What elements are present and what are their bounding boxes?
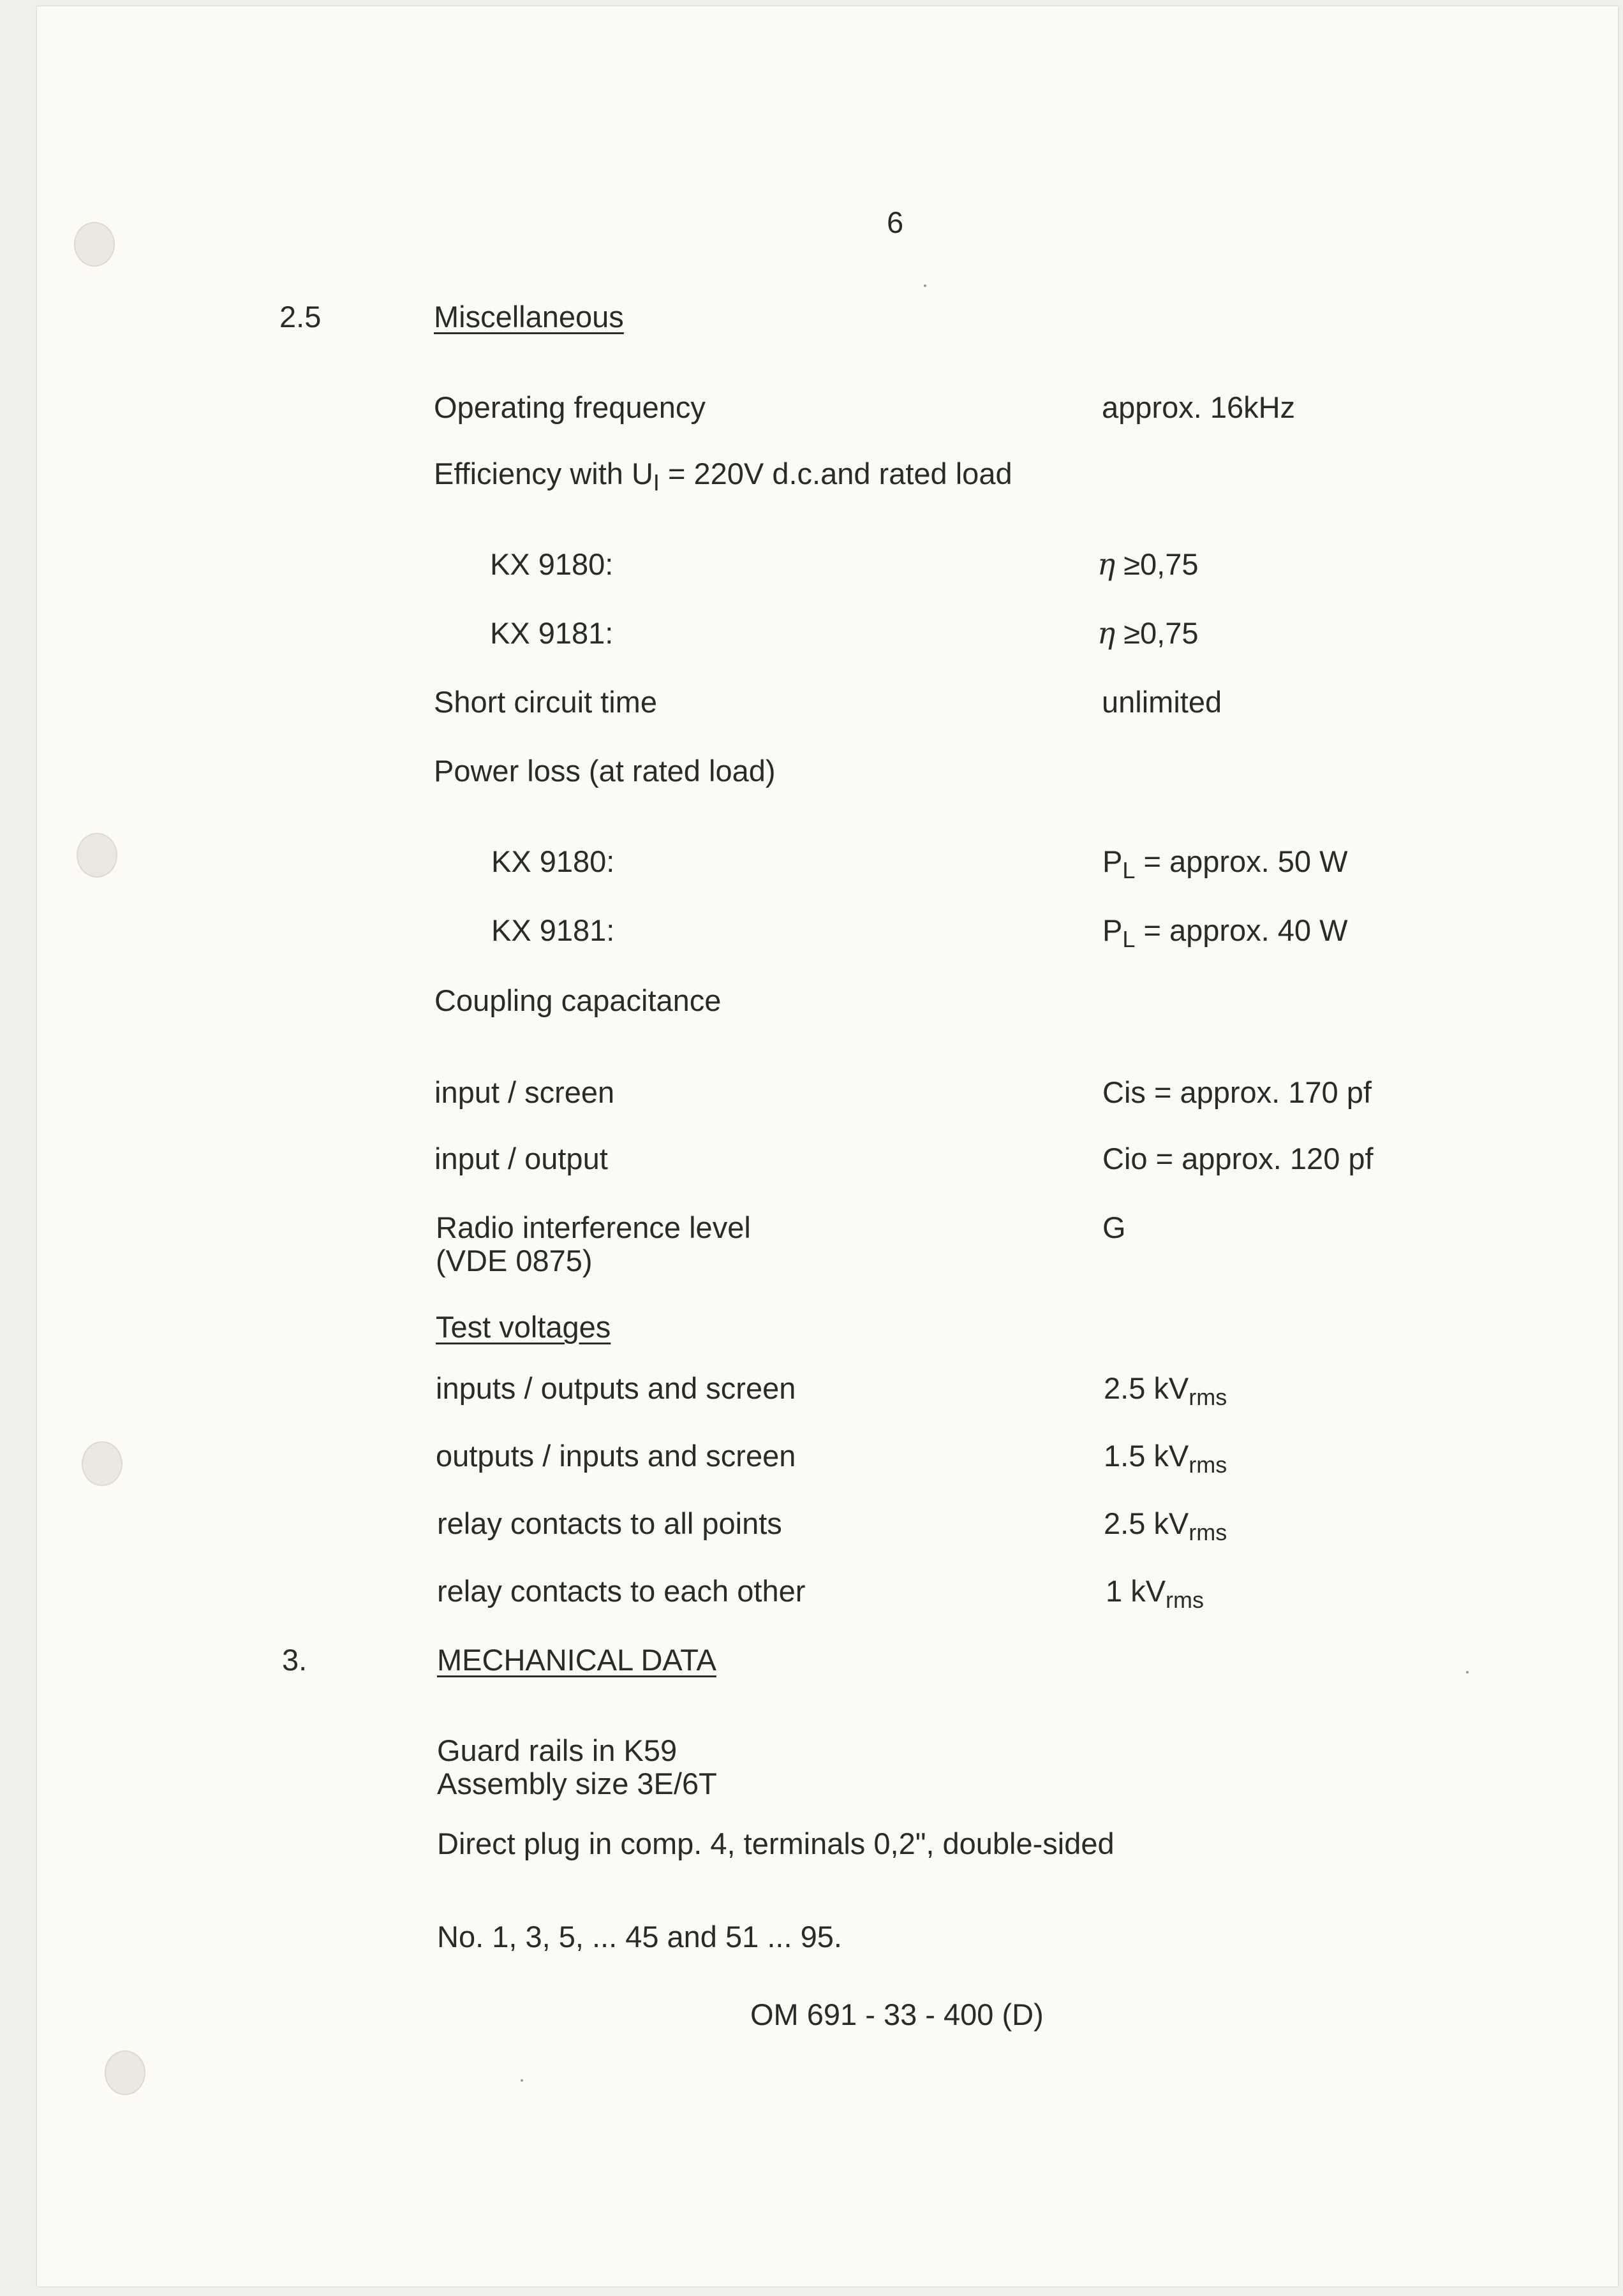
voltage-value: 2.5 kV	[1104, 1371, 1189, 1405]
voltage-value: 1 kV	[1106, 1574, 1166, 1608]
spec-text: Guard rails in K59	[437, 1733, 678, 1767]
paper-speck	[924, 284, 926, 287]
spec-label: Power loss (at rated load)	[434, 754, 776, 788]
spec-value	[1104, 1439, 1227, 1482]
punch-hole	[105, 2050, 145, 2095]
spec-sublabel: KX 9181:	[490, 616, 614, 650]
power-value: = approx. 50 W	[1135, 844, 1348, 878]
paper-speck	[521, 2079, 523, 2082]
spec-label	[434, 457, 1012, 500]
power-subscript: L	[1122, 926, 1136, 952]
efficiency-value: ≥0,75	[1115, 547, 1199, 581]
spec-value	[1097, 547, 1199, 582]
spec-value: G	[1102, 1211, 1126, 1244]
document-code: OM 691 - 33 - 400 (D)	[750, 1998, 1044, 2031]
spec-label: Coupling capacitance	[434, 983, 722, 1017]
spec-value: Cis = approx. 170 pf	[1102, 1075, 1372, 1109]
spec-label: Radio interference level	[436, 1211, 751, 1244]
spec-sublabel: KX 9181:	[491, 913, 615, 947]
section-title: Miscellaneous	[434, 300, 624, 334]
power-symbol: P	[1102, 913, 1123, 947]
section-number: 2.5	[279, 300, 322, 334]
spec-value	[1104, 1506, 1227, 1550]
spec-label: outputs / inputs and screen	[436, 1439, 796, 1473]
voltage-value: 2.5 kV	[1104, 1506, 1189, 1540]
power-subscript: L	[1122, 857, 1136, 883]
voltage-subscript: rms	[1189, 1452, 1227, 1478]
voltage-subscript: rms	[1189, 1384, 1227, 1410]
spec-label: input / screen	[434, 1075, 615, 1109]
efficiency-value: ≥0,75	[1115, 616, 1199, 650]
spec-value	[1104, 1371, 1227, 1415]
spec-label: Short circuit time	[434, 685, 657, 719]
spec-label: Operating frequency	[434, 390, 706, 424]
spec-value: Cio = approx. 120 pf	[1102, 1142, 1374, 1175]
voltage-value: 1.5 kV	[1104, 1439, 1189, 1473]
spec-sublabel: KX 9180:	[490, 547, 614, 581]
spec-value: unlimited	[1102, 685, 1222, 719]
eta-symbol: η	[1097, 547, 1116, 582]
voltage-subscript: rms	[1166, 1587, 1204, 1613]
voltage-subscript: rms	[1189, 1519, 1227, 1545]
punch-hole	[77, 833, 117, 878]
subsection-title: Test voltages	[436, 1310, 611, 1344]
section-title: MECHANICAL DATA	[437, 1643, 716, 1677]
efficiency-label-subscript: I	[653, 469, 660, 496]
spec-text: No. 1, 3, 5, ... 45 and 51 ... 95.	[437, 1920, 842, 1954]
spec-label: relay contacts to each other	[437, 1574, 806, 1608]
spec-value	[1102, 913, 1347, 957]
power-value: = approx. 40 W	[1135, 913, 1348, 947]
efficiency-label-text: Efficiency with U	[434, 457, 653, 490]
power-symbol: P	[1102, 844, 1123, 878]
spec-label: input / output	[434, 1142, 608, 1175]
page-number: 6	[887, 205, 904, 239]
spec-text: Assembly size 3E/6T	[437, 1767, 717, 1800]
spec-value	[1102, 844, 1347, 888]
punch-hole	[82, 1441, 122, 1486]
spec-label: relay contacts to all points	[437, 1506, 782, 1540]
spec-label: (VDE 0875)	[436, 1244, 593, 1277]
spec-sublabel: KX 9180:	[491, 844, 615, 878]
spec-label: inputs / outputs and screen	[436, 1371, 796, 1405]
section-number: 3.	[282, 1643, 308, 1677]
punch-hole	[74, 222, 115, 267]
efficiency-label-condition: = 220V d.c.and rated load	[659, 457, 1012, 490]
eta-symbol: η	[1097, 616, 1116, 651]
spec-value	[1106, 1574, 1204, 1617]
spec-value: approx. 16kHz	[1102, 390, 1296, 424]
spec-text: Direct plug in comp. 4, terminals 0,2", double-sided	[437, 1827, 1115, 1860]
paper-speck	[1466, 1671, 1469, 1674]
spec-value	[1097, 616, 1199, 651]
